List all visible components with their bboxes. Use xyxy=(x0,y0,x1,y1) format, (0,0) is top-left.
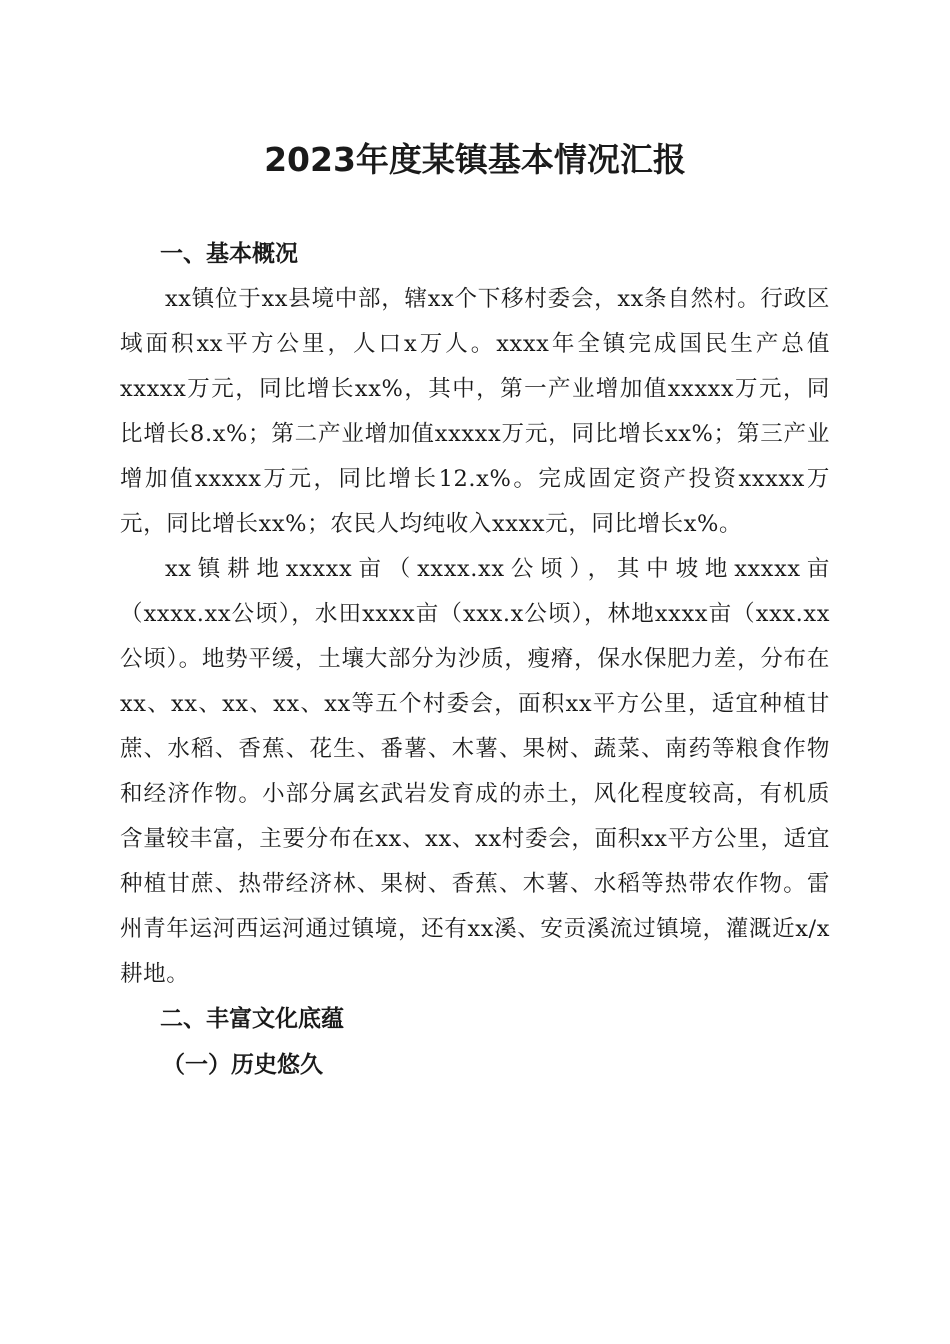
document-body xyxy=(120,232,830,1087)
section-heading-culture: 二、丰富文化底蕴 xyxy=(160,1006,344,1032)
section-heading-basic-overview: 一、基本概况 xyxy=(160,241,298,267)
subsection-heading-history: （一）历史悠久 xyxy=(162,1051,323,1078)
document-title: 2023年度某镇基本情况汇报 xyxy=(264,140,686,179)
paragraph-land: xx镇耕地xxxxx亩（xxxx.xx公顷），其中坡地xxxxx亩（xxxx.xx公顷），水田xxxx亩（xxx.x公顷），林地xxxx亩（xxx.xx公顷）。地势平缓，土壤大部分为沙质，瘦瘠，保水保肥力差，分布在xx、xx、xx、xx、xx等五个村委会，面积xx平方公里，适宜种植甘蔗、水稻、香蕉、花生、番薯、木薯、果树、蔬菜、南药等粮食作物和经济作物。小部分属玄武岩发育成的赤土，风化程度较高，有机质含量较丰富，主要分布在xx、xx、xx村委会，面积xx平方公里，适宜种植甘蔗、热带经济林、果树、香蕉、木薯、水稻等热带农作物。雷州青年运河西运河通过镇境，还有xx溪、安贡溪流过镇境，灌溉近x/x耕地。 xyxy=(120,556,830,987)
paragraph-overview: xx镇位于xx县境中部，辖xx个下移村委会，xx条自然村。行政区域面积xx平方公里，人口x万人。xxxx年全镇完成国民生产总值xxxxx万元，同比增长xx%，其中，第一产业增加值xxxxx万元，同比增长8.x%；第二产业增加值xxxxx万元，同比增长xx%；第三产业增加值xxxxx万元，同比增长12.x%。完成固定资产投资xxxxx万元，同比增长xx%；农民人均纯收入xxxx元，同比增长x%。 xyxy=(120,286,830,537)
